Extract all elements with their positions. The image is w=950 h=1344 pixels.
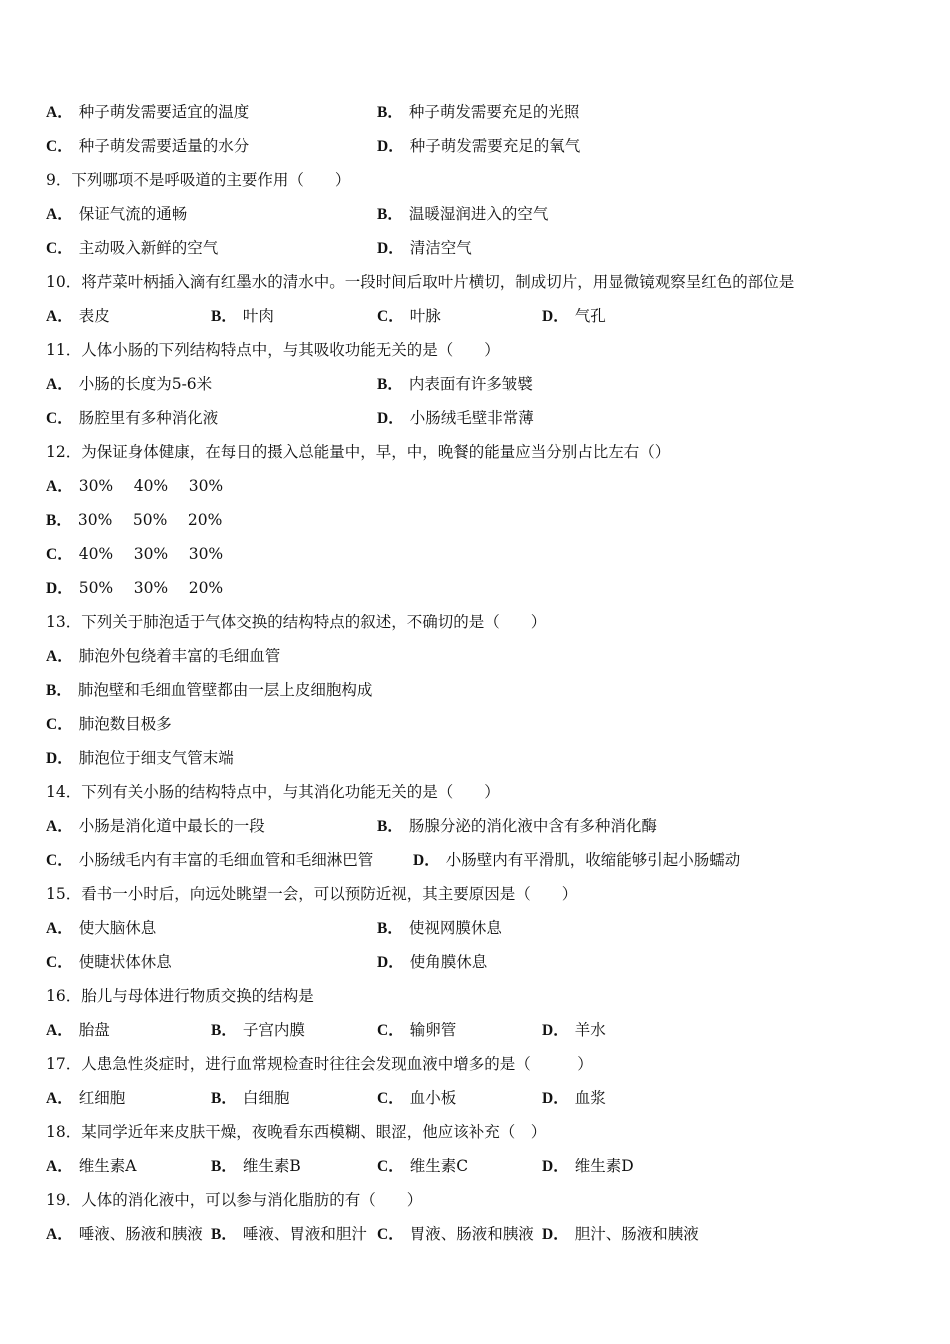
option-a[interactable]: A． 30% 40% 30% — [46, 477, 224, 495]
option-b[interactable]: B． 种子萌发需要充足的光照 — [377, 103, 580, 121]
option-b[interactable]: B． 温暖湿润进入的空气 — [377, 205, 549, 223]
option-c[interactable]: C． 小肠绒毛内有丰富的毛细血管和毛细淋巴管 — [46, 851, 374, 869]
option-b[interactable]: B． 肠腺分泌的消化液中含有多种消化酶 — [377, 817, 657, 835]
question-stem: 16．胎儿与母体进行物质交换的结构是 — [46, 987, 314, 1005]
option-b[interactable]: B． 白细胞 — [211, 1089, 290, 1107]
question-stem: 10．将芹菜叶柄插入滴有红墨水的清水中。一段时间后取叶片横切，制成切片，用显微镜观察呈红色的部位是 — [46, 273, 795, 291]
option-c[interactable]: C． 使睫状体休息 — [46, 953, 172, 971]
question-stem: 18．某同学近年来皮肤干燥，夜晚看东西模糊、眼涩，他应该补充（ ） — [46, 1123, 547, 1141]
option-a[interactable]: A． 唾液、肠液和胰液 — [46, 1225, 203, 1243]
option-c[interactable]: C． 叶脉 — [377, 307, 441, 325]
question-stem: 12．为保证身体健康，在每日的摄入总能量中，早，中，晚餐的能量应当分别占比左右（） — [46, 443, 671, 461]
option-c[interactable]: C． 胃液、肠液和胰液 — [377, 1225, 534, 1243]
option-d[interactable]: D． 使角膜休息 — [377, 953, 488, 971]
option-d[interactable]: D． 羊水 — [542, 1021, 606, 1039]
option-b[interactable]: B． 叶肉 — [211, 307, 274, 325]
option-c[interactable]: C． 维生素C — [377, 1157, 469, 1175]
option-b[interactable]: B． 使视网膜休息 — [377, 919, 502, 937]
option-c[interactable]: C． 种子萌发需要适量的水分 — [46, 137, 250, 155]
option-d[interactable]: D． 小肠壁内有平滑肌，收缩能够引起小肠蠕动 — [413, 851, 741, 869]
question-stem: 11．人体小肠的下列结构特点中，与其吸收功能无关的是（ ） — [46, 341, 500, 359]
question-stem: 13．下列关于肺泡适于气体交换的结构特点的叙述，不确切的是（ ） — [46, 613, 547, 631]
option-c[interactable]: C． 输卵管 — [377, 1021, 457, 1039]
option-a[interactable]: A． 小肠的长度为5-6米 — [46, 375, 213, 393]
option-b[interactable]: B． 子宫内膜 — [211, 1021, 305, 1039]
option-b[interactable]: B． 内表面有许多皱襞 — [377, 375, 533, 393]
option-a[interactable]: A． 种子萌发需要适宜的温度 — [46, 103, 250, 121]
option-a[interactable]: A． 表皮 — [46, 307, 110, 325]
option-a[interactable]: A． 红细胞 — [46, 1089, 126, 1107]
option-c[interactable]: C． 肺泡数目极多 — [46, 715, 172, 733]
option-a[interactable]: A． 维生素A — [46, 1157, 137, 1175]
question-stem: 14．下列有关小肠的结构特点中，与其消化功能无关的是（ ） — [46, 783, 500, 801]
option-b[interactable]: B． 30% 50% 20% — [46, 511, 223, 529]
option-c[interactable]: C． 肠腔里有多种消化液 — [46, 409, 219, 427]
question-stem: 15．看书一小时后，向远处眺望一会，可以预防近视，其主要原因是（ ） — [46, 885, 578, 903]
option-a[interactable]: A． 小肠是消化道中最长的一段 — [46, 817, 265, 835]
question-stem: 9．下列哪项不是呼吸道的主要作用（ ） — [46, 171, 351, 189]
question-stem: 19．人体的消化液中，可以参与消化脂肪的有（ ） — [46, 1191, 423, 1209]
option-d[interactable]: D． 胆汁、肠液和胰液 — [542, 1225, 699, 1243]
option-d[interactable]: D． 50% 30% 20% — [46, 579, 224, 597]
option-d[interactable]: D． 气孔 — [542, 307, 606, 325]
option-a[interactable]: A． 保证气流的通畅 — [46, 205, 188, 223]
option-d[interactable]: D． 维生素D — [542, 1157, 634, 1175]
option-d[interactable]: D． 清洁空气 — [377, 239, 472, 257]
option-d[interactable]: D． 种子萌发需要充足的氧气 — [377, 137, 581, 155]
option-c[interactable]: C． 主动吸入新鲜的空气 — [46, 239, 219, 257]
option-d[interactable]: D． 肺泡位于细支气管末端 — [46, 749, 234, 767]
option-c[interactable]: C． 血小板 — [377, 1089, 457, 1107]
option-a[interactable]: A． 肺泡外包绕着丰富的毛细血管 — [46, 647, 281, 665]
option-a[interactable]: A． 使大脑休息 — [46, 919, 157, 937]
option-d[interactable]: D． 血浆 — [542, 1089, 606, 1107]
option-c[interactable]: C． 40% 30% 30% — [46, 545, 224, 563]
option-a[interactable]: A． 胎盘 — [46, 1021, 110, 1039]
option-b[interactable]: B． 维生素B — [211, 1157, 301, 1175]
option-b[interactable]: B． 肺泡壁和毛细血管壁都由一层上皮细胞构成 — [46, 681, 373, 699]
option-b[interactable]: B． 唾液、胃液和胆汁 — [211, 1225, 367, 1243]
option-d[interactable]: D． 小肠绒毛壁非常薄 — [377, 409, 534, 427]
question-stem: 17．人患急性炎症时，进行血常规检查时往往会发现血液中增多的是（ ） — [46, 1055, 593, 1073]
